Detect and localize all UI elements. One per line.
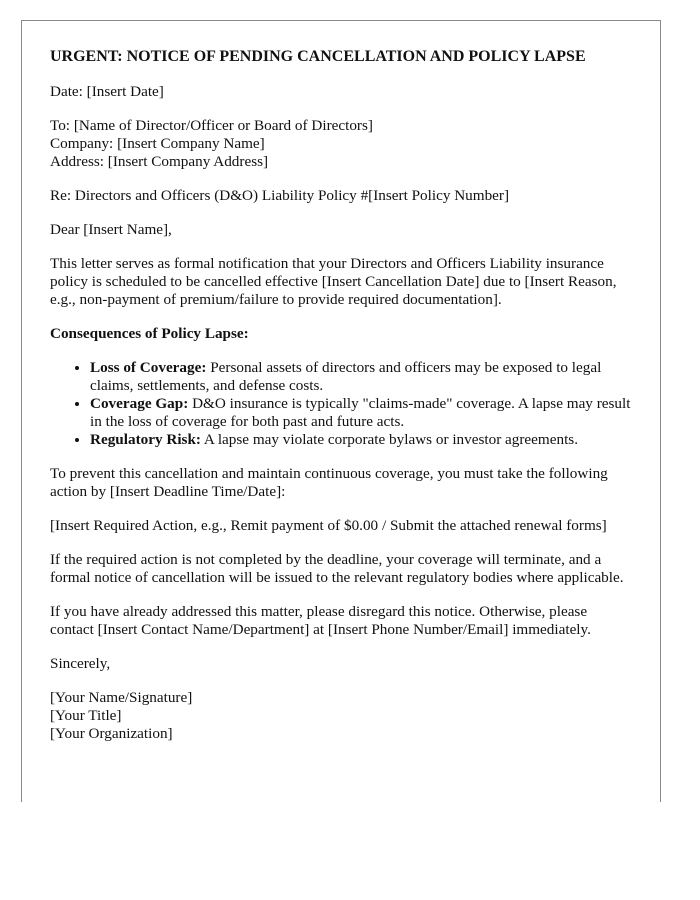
consequence-label: Regulatory Risk: xyxy=(90,431,201,448)
required-action-paragraph: [Insert Required Action, e.g., Remit payment of $0.00 / Submit the attached renewal forms] xyxy=(50,517,607,534)
closing: Sincerely, xyxy=(50,655,111,672)
letter-page xyxy=(21,20,661,802)
consequence-text: A lapse may violate corporate bylaws or investor agreements. xyxy=(200,431,578,448)
consequences-list xyxy=(50,359,632,449)
signature-block xyxy=(50,689,632,743)
signature-name: [Your Name/Signature] xyxy=(50,689,193,706)
re-line: Re: Directors and Officers (D&O) Liability Policy #[Insert Policy Number] xyxy=(50,187,510,204)
intro-paragraph: This letter serves as formal notification that your Directors and Officers Liability insurance policy is scheduled to be cancelled effective [Insert Cancellation Date] due to [Insert Reason, e.g., non-payment of premium/failure to provide required documentation]. xyxy=(50,255,617,308)
list-item xyxy=(90,431,632,449)
consequence-text: D&O insurance is typically "claims-made" coverage. A lapse may result in the loss of coverage for both past and future acts. xyxy=(90,395,631,430)
recipient-to: To: [Name of Director/Officer or Board of Directors] xyxy=(50,117,373,134)
consequences-heading: Consequences of Policy Lapse: xyxy=(50,325,249,342)
recipient-address: Address: [Insert Company Address] xyxy=(50,153,269,170)
list-item xyxy=(90,395,632,431)
consequence-label: Coverage Gap: xyxy=(90,395,189,412)
deadline-warning-paragraph: If the required action is not completed by the deadline, your coverage will terminate, and a formal notice of cancellation will be issued to the relevant regulatory bodies where applicable. xyxy=(50,551,624,586)
consequence-label: Loss of Coverage: xyxy=(90,359,207,376)
action-intro-paragraph: To prevent this cancellation and maintain continuous coverage, you must take the following action by [Insert Deadline Time/Date]: xyxy=(50,465,608,500)
signature-title: [Your Title] xyxy=(50,707,122,724)
signature-organization: [Your Organization] xyxy=(50,725,173,742)
date-line: Date: [Insert Date] xyxy=(50,83,164,100)
list-item xyxy=(90,359,632,395)
letter-title: URGENT: NOTICE OF PENDING CANCELLATION AND POLICY LAPSE xyxy=(50,48,586,65)
consequence-text: Personal assets of directors and officers may be exposed to legal claims, settlements, and defense costs. xyxy=(90,359,602,394)
contact-paragraph: If you have already addressed this matter, please disregard this notice. Otherwise, please contact [Insert Contact Name/Department] at [Insert Phone Number/Email] immediately. xyxy=(50,603,591,638)
salutation: Dear [Insert Name], xyxy=(50,221,172,238)
recipient-block xyxy=(50,117,632,171)
recipient-company: Company: [Insert Company Name] xyxy=(50,135,265,152)
